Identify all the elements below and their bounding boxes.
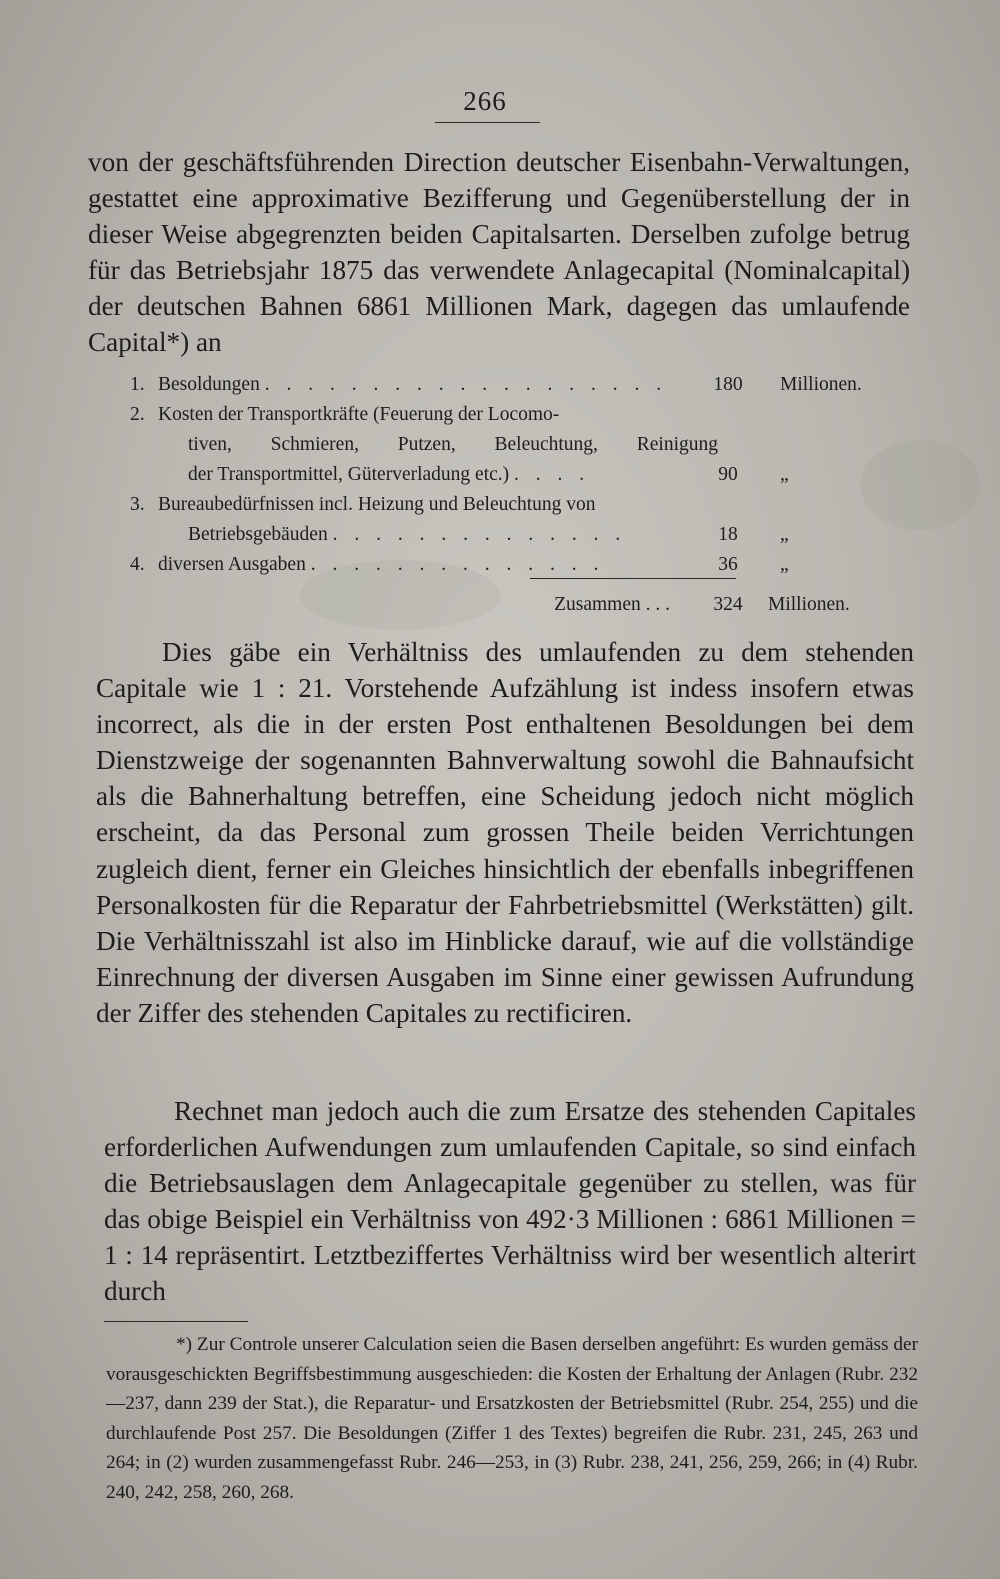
table-row-continuation (130, 520, 876, 550)
row-unit: „ (780, 524, 789, 545)
leader-dots: . . . . . . . . . . . . . . (310, 554, 605, 575)
paragraph-ratio: Dies gäbe ein Verhältniss des umlaufenden zu dem stehenden Capitale wie 1 : 21. Vorstehende Aufzählung ist indess insofern etwas incorrect, als die in der ersten Post enthaltenen Besoldungen bei dem Dienstzweige der sogenannten Bahnverwaltung sowohl die Bahnaufsicht als die Bahnerhaltung betreffen, eine Scheidung jedoch nicht möglich erscheint, da das Personal zum grossen Theile beiden Verrichtungen zugleich dient, ferner ein Gleiches hinsichtlich der ebenfalls inbegriffenen Personalkosten für die Reparatur der Fahrbetriebsmittel (Werkstätten) gilt. Die Verhältnisszahl ist also im Hinblicke darauf, wie auf die vollständige Einrechnung der diversen Ausgaben im Sinne einer gewissen Aufrundung der Ziffer des stehenden Capitales zu rectificiren. (96, 637, 914, 1028)
row-description (158, 370, 688, 400)
row-amount: 90 (718, 464, 738, 485)
table-row-continuation (130, 430, 876, 460)
row-number: 2. (130, 404, 145, 425)
leader-dots: . . . . (514, 464, 591, 485)
paragraph-intro: von der geschäftsführenden Direction deutscher Eisenbahn-Verwaltungen, gestattet eine approximative Bezifferung und Gegenüberstellung der in dieser Weise abgegrenzten beiden Capitalsarten. Derselben zufolge betrug für das Betriebsjahr 1875 das verwendete Anlagecapital (Nominalcapital) der deutschen Bahnen 6861 Millionen Mark, dagegen das umlaufende Capital*) an (88, 147, 910, 358)
total-label: Zusammen . . . (554, 594, 670, 615)
row-label: Besoldungen (158, 374, 260, 395)
total-unit: Millionen. (768, 594, 850, 615)
table-row (130, 490, 876, 520)
row-description (158, 400, 688, 430)
row-label: Betriebsgebäuden (188, 524, 328, 545)
row-number: 4. (130, 554, 145, 575)
leader-dots: . . . . . . . . . . . . . . (332, 524, 627, 545)
paragraph-calc: Rechnet man jedoch auch die zum Ersatze des stehenden Capitales erforderlichen Aufwendungen zum umlaufenden Capitale, so sind einfach die Betriebsauslagen dem Anlagecapitale gegenüber zu stellen, was für das obige Beispiel ein Verhältniss von 492·3 Millionen : 6861 Millionen = 1 : 14 repräsentirt. Letztbeziffertes Verhältniss wird ber wesentlich alterirt durch (104, 1096, 916, 1307)
table-total-row (130, 590, 876, 620)
row-unit: Millionen. (780, 374, 862, 395)
footnote-rule (104, 1321, 248, 1322)
row-description (158, 550, 688, 580)
row-label: diversen Ausgaben (158, 554, 306, 575)
leader-dots: . . . . . . . . . . . . . . . . . . . (264, 374, 668, 395)
row-unit: „ (780, 464, 789, 485)
row-label: der Transportmittel, Güterverladung etc.) (188, 464, 510, 485)
table-row-continuation (130, 460, 876, 490)
paper-stain (860, 440, 980, 530)
footnote: *) Zur Controle unserer Calculation seien die Basen derselben angeführt: Es wurden gemäss der vorausgeschickten Begriffsbestimmung ausgeschieden: die Kosten der Erhaltung der Anlagen (Rubr. 232—237, dann 239 der Stat.), die Reparatur- und Ersatzkosten der Betriebsmittel (Rubr. 254, 255) und die durchlaufende Post 257. Die Besoldungen (Ziffer 1 des Textes) begreifen die Rubr. 231, 245, 263 und 264; in (2) wurden zusammengefasst Rubr. 246—253, in (3) Rubr. 238, 241, 256, 259, 266; in (4) Rubr. 240, 242, 258, 260, 268. (106, 1334, 918, 1503)
row-label: Bureaubedürfnissen incl. Heizung und Beleuchtung von (158, 494, 596, 515)
table-row (130, 550, 876, 580)
row-amount: 36 (718, 554, 738, 575)
capital-table (130, 370, 876, 580)
row-label: Kosten der Transportkräfte (Feuerung der Locomo- (158, 404, 560, 425)
row-number: 3. (130, 494, 145, 515)
sum-rule (530, 578, 736, 579)
row-amount: 180 (713, 374, 743, 395)
table-row (130, 370, 876, 400)
row-unit: „ (780, 554, 789, 575)
row-description (158, 460, 688, 490)
table-row (130, 400, 876, 430)
row-description (158, 520, 688, 550)
row-description (158, 490, 688, 520)
row-number: 1. (130, 374, 145, 395)
total-amount: 324 (713, 594, 743, 615)
page-number-rule (435, 122, 540, 123)
row-amount: 18 (718, 524, 738, 545)
row-label: tiven, Schmieren, Putzen, Beleuchtung, Reinigung (188, 434, 718, 455)
page-number: 266 (463, 86, 507, 116)
